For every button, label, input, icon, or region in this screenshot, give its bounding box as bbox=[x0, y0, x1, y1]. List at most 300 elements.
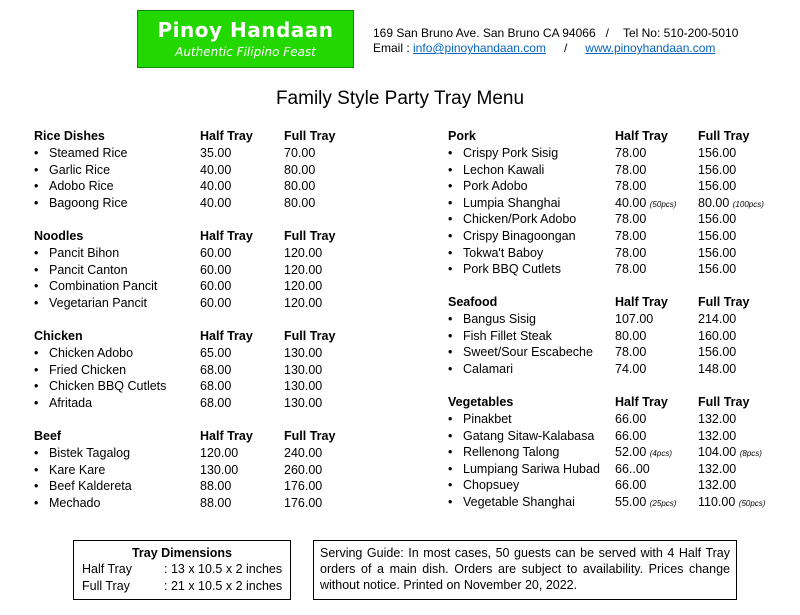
menu-section bbox=[448, 395, 788, 512]
item-name: Fried Chicken bbox=[49, 362, 127, 377]
half-tray-price bbox=[200, 463, 238, 477]
item-name: Chopsuey bbox=[463, 478, 520, 493]
bullet: • bbox=[34, 279, 39, 294]
menu-item bbox=[34, 179, 364, 196]
half-tray-heading: Half Tray bbox=[200, 129, 253, 143]
full-tray-price bbox=[698, 229, 736, 243]
contact-line-1 bbox=[373, 26, 738, 41]
full-tray-heading: Full Tray bbox=[698, 395, 750, 409]
full-tray-price bbox=[284, 446, 322, 460]
full-tray-price bbox=[698, 362, 736, 376]
section-name: Chicken bbox=[34, 329, 83, 343]
price-value: 80.00 bbox=[615, 328, 647, 343]
price-value: 240.00 bbox=[284, 446, 323, 460]
full-tray-price bbox=[698, 312, 736, 326]
half-tray-heading: Half Tray bbox=[615, 295, 668, 309]
half-tray-price bbox=[200, 446, 238, 460]
half-tray-price bbox=[200, 379, 231, 393]
bullet: • bbox=[34, 479, 39, 494]
half-tray-price bbox=[200, 196, 231, 210]
price-value: 132.00 bbox=[698, 461, 737, 476]
price-value: 132.00 bbox=[698, 478, 737, 493]
bullet: • bbox=[448, 228, 453, 243]
bullet: • bbox=[448, 345, 453, 360]
price-value: 156.00 bbox=[698, 262, 737, 277]
bullet: • bbox=[448, 361, 453, 376]
piece-count: (4pcs) bbox=[649, 449, 672, 459]
price-value: 120.00 bbox=[284, 246, 323, 260]
item-name: Combination Pancit bbox=[49, 279, 158, 294]
menu-item bbox=[34, 396, 364, 413]
half-tray-heading: Half Tray bbox=[615, 129, 668, 143]
price-value: 260.00 bbox=[284, 462, 323, 477]
item-name: Beef Kaldereta bbox=[49, 479, 132, 494]
price-value: 66..00 bbox=[615, 461, 650, 476]
email-label: Email : bbox=[373, 41, 414, 55]
bullet: • bbox=[34, 346, 39, 360]
full-tray-price bbox=[284, 379, 322, 393]
price-value: 65.00 bbox=[200, 346, 232, 360]
price-value: 148.00 bbox=[698, 361, 737, 376]
full-tray-price bbox=[698, 429, 736, 443]
full-tray-price bbox=[284, 396, 322, 410]
price-value: 66.00 bbox=[615, 428, 647, 443]
price-value: 68.00 bbox=[200, 395, 232, 410]
price-value: 60.00 bbox=[200, 295, 232, 310]
menu-item bbox=[448, 478, 788, 495]
bullet: • bbox=[448, 212, 453, 227]
menu-section bbox=[34, 429, 364, 512]
bullet: • bbox=[448, 412, 453, 426]
menu-item bbox=[448, 329, 788, 346]
half-tray-heading: Half Tray bbox=[200, 329, 253, 343]
menu-item bbox=[448, 179, 788, 196]
dimension-label: Half Tray bbox=[82, 562, 133, 576]
half-tray-price bbox=[615, 429, 646, 443]
bullet: • bbox=[448, 478, 453, 493]
menu-item bbox=[448, 163, 788, 180]
dimension-value: : 21 x 10.5 x 2 inches bbox=[164, 579, 283, 593]
bullet: • bbox=[34, 246, 39, 260]
menu-item bbox=[448, 312, 788, 329]
full-tray-price bbox=[284, 496, 322, 510]
full-tray-price bbox=[698, 246, 736, 260]
half-tray-price bbox=[200, 263, 231, 277]
item-name: Calamari bbox=[463, 361, 514, 376]
menu-item bbox=[448, 262, 788, 279]
item-name: Tokwa't Baboy bbox=[463, 245, 544, 260]
section-header bbox=[34, 329, 364, 346]
half-tray-price bbox=[200, 296, 231, 310]
price-value: 35.00 bbox=[200, 146, 232, 160]
half-tray-price bbox=[200, 479, 231, 493]
full-tray-heading: Full Tray bbox=[284, 229, 336, 243]
full-tray-price bbox=[698, 179, 736, 193]
bullet: • bbox=[34, 362, 39, 377]
menu-item bbox=[34, 479, 364, 496]
bullet: • bbox=[34, 295, 39, 310]
price-value: 66.00 bbox=[615, 412, 647, 426]
price-value: 156.00 bbox=[698, 146, 737, 160]
half-tray-price bbox=[615, 312, 653, 326]
full-tray-price bbox=[284, 146, 315, 160]
price-value: 68.00 bbox=[200, 362, 232, 377]
price-value: 80.00 bbox=[284, 195, 316, 210]
section-name: Rice Dishes bbox=[34, 129, 105, 143]
price-value: 156.00 bbox=[698, 212, 737, 227]
price-value: 176.00 bbox=[284, 479, 323, 494]
item-name: Bagoong Rice bbox=[49, 195, 128, 210]
price-value: 60.00 bbox=[200, 262, 232, 277]
half-tray-price bbox=[200, 146, 231, 160]
bullet: • bbox=[34, 395, 39, 410]
full-tray-price bbox=[698, 329, 736, 343]
price-value: 130.00 bbox=[284, 395, 323, 410]
dimension-value: : 13 x 10.5 x 2 inches bbox=[164, 562, 283, 576]
price-value: 40.00 bbox=[200, 195, 232, 210]
full-tray-heading: Full Tray bbox=[698, 295, 750, 309]
bullet: • bbox=[34, 495, 39, 510]
bullet: • bbox=[34, 262, 39, 277]
item-name: Pancit Canton bbox=[49, 262, 128, 277]
full-tray-price bbox=[698, 196, 764, 210]
menu-section bbox=[448, 129, 788, 279]
bullet: • bbox=[448, 195, 453, 210]
bullet: • bbox=[448, 179, 453, 194]
price-value: 78.00 bbox=[615, 345, 647, 360]
piece-count: (25pcs) bbox=[649, 498, 677, 508]
menu-item bbox=[448, 212, 788, 229]
menu-item bbox=[448, 412, 788, 429]
item-name: Gatang Sitaw-Kalabasa bbox=[463, 428, 595, 443]
piece-count: (8pcs) bbox=[739, 449, 762, 459]
item-name: Pinakbet bbox=[463, 412, 512, 426]
half-tray-price bbox=[615, 196, 676, 210]
full-tray-price bbox=[284, 296, 322, 310]
half-tray-price bbox=[615, 495, 676, 509]
bullet: • bbox=[34, 179, 39, 194]
item-name: Chicken Adobo bbox=[49, 346, 134, 360]
half-tray-heading: Half Tray bbox=[615, 395, 668, 409]
menu-item bbox=[34, 346, 364, 363]
menu-item bbox=[34, 446, 364, 463]
half-tray-price bbox=[200, 396, 231, 410]
price-value: 130.00 bbox=[284, 379, 323, 394]
item-name: Steamed Rice bbox=[49, 146, 128, 160]
full-tray-price bbox=[284, 279, 322, 293]
price-value: 60.00 bbox=[200, 279, 232, 294]
half-tray-price bbox=[200, 246, 231, 260]
price-value: 78.00 bbox=[615, 228, 647, 243]
tray-dimensions-box bbox=[73, 540, 291, 600]
full-tray-price bbox=[698, 445, 762, 459]
piece-count: (100pcs) bbox=[732, 199, 764, 209]
menu-item bbox=[34, 496, 364, 513]
half-tray-price bbox=[200, 179, 231, 193]
full-tray-heading: Full Tray bbox=[284, 429, 336, 443]
price-value: 40.00 bbox=[200, 179, 232, 194]
price-value: 156.00 bbox=[698, 228, 737, 243]
item-name: Lumpiang Sariwa Hubad bbox=[463, 461, 600, 476]
item-name: Crispy Binagoongan bbox=[463, 228, 576, 243]
logo-tagline: Authentic Filipino Feast bbox=[175, 45, 316, 59]
menu-section bbox=[448, 295, 788, 378]
bullet: • bbox=[34, 146, 39, 160]
price-value: 52.00 bbox=[615, 445, 647, 460]
price-value: 214.00 bbox=[698, 312, 737, 326]
menu-item bbox=[448, 445, 788, 462]
section-name: Pork bbox=[448, 129, 476, 143]
item-name: Sweet/Sour Escabeche bbox=[463, 345, 593, 360]
section-name: Seafood bbox=[448, 295, 498, 309]
menu-item bbox=[448, 229, 788, 246]
bullet: • bbox=[448, 262, 453, 277]
item-name: Vegetarian Pancit bbox=[49, 295, 147, 310]
menu-item bbox=[34, 146, 364, 163]
section-name: Vegetables bbox=[448, 395, 514, 409]
price-value: 156.00 bbox=[698, 179, 737, 194]
section-header bbox=[448, 395, 788, 412]
price-value: 88.00 bbox=[200, 479, 232, 494]
bullet: • bbox=[34, 446, 39, 460]
menu-section bbox=[34, 129, 364, 212]
price-value: 156.00 bbox=[698, 345, 737, 360]
full-tray-price bbox=[284, 163, 315, 177]
half-tray-price bbox=[615, 329, 646, 343]
bullet: • bbox=[448, 428, 453, 443]
price-value: 156.00 bbox=[698, 245, 737, 260]
item-name: Lumpia Shanghai bbox=[463, 195, 561, 210]
price-value: 66.00 bbox=[615, 478, 647, 493]
bullet: • bbox=[448, 445, 453, 460]
price-value: 74.00 bbox=[615, 361, 647, 376]
menu-item bbox=[34, 379, 364, 396]
item-name: Chicken BBQ Cutlets bbox=[49, 379, 167, 394]
half-tray-price bbox=[615, 362, 646, 376]
half-tray-price bbox=[615, 146, 646, 160]
half-tray-price bbox=[200, 163, 231, 177]
telephone: Tel No: 510-200-5010 bbox=[622, 26, 739, 40]
price-value: 88.00 bbox=[200, 495, 232, 510]
separator: / bbox=[563, 41, 568, 55]
bullet: • bbox=[448, 146, 453, 160]
item-name: Pork BBQ Cutlets bbox=[463, 262, 561, 277]
price-value: 70.00 bbox=[284, 146, 316, 160]
full-tray-price bbox=[284, 463, 322, 477]
item-name: Pancit Bihon bbox=[49, 246, 120, 260]
half-tray-price bbox=[615, 445, 672, 459]
price-value: 156.00 bbox=[698, 162, 737, 177]
bullet: • bbox=[448, 494, 453, 509]
separator: / bbox=[605, 26, 609, 40]
tray-dimensions-heading: Tray Dimensions bbox=[131, 546, 233, 560]
contact-line-2 bbox=[373, 41, 738, 56]
half-tray-price bbox=[615, 412, 646, 426]
price-value: 55.00 bbox=[615, 494, 647, 509]
dimension-label: Full Tray bbox=[82, 579, 130, 593]
menu-section bbox=[34, 329, 364, 412]
item-name: Fish Fillet Steak bbox=[463, 328, 552, 343]
half-tray-heading: Half Tray bbox=[200, 229, 253, 243]
bullet: • bbox=[448, 312, 453, 326]
section-header bbox=[448, 295, 788, 312]
bullet: • bbox=[34, 162, 39, 177]
price-value: 110.00 bbox=[698, 494, 736, 509]
menu-title: Family Style Party Tray Menu bbox=[275, 88, 525, 109]
item-name: Bangus Sisig bbox=[463, 312, 536, 326]
price-value: 120.00 bbox=[284, 279, 323, 294]
section-name: Noodles bbox=[34, 229, 84, 243]
item-name: Garlic Rice bbox=[49, 162, 111, 177]
full-tray-price bbox=[698, 462, 736, 476]
menu-item bbox=[34, 163, 364, 180]
full-tray-price bbox=[284, 363, 322, 377]
price-value: 78.00 bbox=[615, 212, 647, 227]
full-tray-price bbox=[284, 246, 322, 260]
price-value: 160.00 bbox=[698, 328, 737, 343]
section-header bbox=[34, 129, 364, 146]
menu-item bbox=[448, 196, 788, 213]
half-tray-price bbox=[615, 212, 646, 226]
half-tray-price bbox=[615, 478, 646, 492]
bullet: • bbox=[448, 461, 453, 476]
bullet: • bbox=[448, 328, 453, 343]
full-tray-price bbox=[284, 346, 322, 360]
menu-item bbox=[34, 279, 364, 296]
price-value: 78.00 bbox=[615, 262, 647, 277]
logo bbox=[137, 10, 354, 68]
half-tray-price bbox=[200, 279, 231, 293]
half-tray-heading: Half Tray bbox=[200, 429, 253, 443]
menu-item bbox=[448, 146, 788, 163]
half-tray-price bbox=[615, 229, 646, 243]
price-value: 132.00 bbox=[698, 412, 737, 426]
menu-item bbox=[34, 196, 364, 213]
dimension-row bbox=[82, 579, 282, 596]
full-tray-heading: Full Tray bbox=[698, 129, 750, 143]
price-value: 40.00 bbox=[200, 162, 232, 177]
item-name: Bistek Tagalog bbox=[49, 446, 131, 460]
full-tray-price bbox=[698, 163, 736, 177]
contact-info bbox=[373, 26, 738, 56]
full-tray-price bbox=[698, 495, 765, 509]
price-value: 60.00 bbox=[200, 246, 232, 260]
price-value: 78.00 bbox=[615, 146, 647, 160]
address: 169 San Bruno Ave. San Bruno CA 94066 bbox=[373, 26, 596, 40]
menu-item bbox=[448, 429, 788, 446]
full-tray-price bbox=[698, 478, 736, 492]
price-value: 78.00 bbox=[615, 179, 647, 194]
section-header bbox=[34, 429, 364, 446]
price-value: 104.00 bbox=[698, 445, 737, 460]
bullet: • bbox=[34, 462, 39, 477]
full-tray-price bbox=[284, 179, 315, 193]
item-name: Rellenong Talong bbox=[463, 445, 560, 460]
menu-item bbox=[34, 296, 364, 313]
menu-item bbox=[448, 462, 788, 479]
item-name: Afritada bbox=[49, 395, 93, 410]
price-value: 120.00 bbox=[200, 446, 239, 460]
price-value: 120.00 bbox=[284, 262, 323, 277]
item-name: Chicken/Pork Adobo bbox=[463, 212, 577, 227]
logo-name: Pinoy Handaan bbox=[157, 18, 334, 42]
price-value: 107.00 bbox=[615, 312, 654, 326]
piece-count: (50pcs) bbox=[649, 199, 677, 209]
full-tray-price bbox=[698, 212, 736, 226]
item-name: Adobo Rice bbox=[49, 179, 114, 194]
menu-section bbox=[34, 229, 364, 312]
piece-count: (50pcs) bbox=[738, 498, 766, 508]
section-header bbox=[34, 229, 364, 246]
price-value: 130.00 bbox=[284, 362, 323, 377]
price-value: 176.00 bbox=[284, 495, 323, 510]
menu-item bbox=[34, 463, 364, 480]
menu-item bbox=[448, 362, 788, 379]
menu-item bbox=[448, 345, 788, 362]
menu-item bbox=[34, 363, 364, 380]
price-value: 80.00 bbox=[698, 195, 730, 210]
full-tray-price bbox=[698, 345, 736, 359]
menu-item bbox=[34, 263, 364, 280]
item-name: Pork Adobo bbox=[463, 179, 528, 194]
half-tray-price bbox=[615, 163, 646, 177]
full-tray-price bbox=[698, 262, 736, 276]
section-name: Beef bbox=[34, 429, 62, 443]
menu-item bbox=[34, 246, 364, 263]
price-value: 130.00 bbox=[200, 462, 239, 477]
half-tray-price bbox=[615, 262, 646, 276]
item-name: Vegetable Shanghai bbox=[463, 494, 575, 509]
dimension-row bbox=[82, 562, 282, 579]
full-tray-price bbox=[284, 263, 322, 277]
price-value: 78.00 bbox=[615, 245, 647, 260]
email-link[interactable]: info@pinoyhandaan.com bbox=[413, 41, 546, 55]
half-tray-price bbox=[615, 246, 646, 260]
item-name: Mechado bbox=[49, 495, 101, 510]
price-value: 80.00 bbox=[284, 162, 316, 177]
full-tray-heading: Full Tray bbox=[284, 329, 336, 343]
full-tray-price bbox=[284, 479, 322, 493]
item-name: Kare Kare bbox=[49, 462, 106, 477]
item-name: Lechon Kawali bbox=[463, 162, 545, 177]
full-tray-price bbox=[698, 412, 736, 426]
full-tray-price bbox=[284, 196, 315, 210]
menu-item bbox=[448, 495, 788, 512]
section-header bbox=[448, 129, 788, 146]
bullet: • bbox=[448, 162, 453, 177]
half-tray-price bbox=[200, 496, 231, 510]
price-value: 130.00 bbox=[284, 346, 323, 360]
bullet: • bbox=[34, 195, 39, 210]
price-value: 132.00 bbox=[698, 428, 737, 443]
price-value: 80.00 bbox=[284, 179, 316, 194]
half-tray-price bbox=[615, 345, 646, 359]
price-value: 40.00 bbox=[615, 195, 647, 210]
full-tray-heading: Full Tray bbox=[284, 129, 336, 143]
bullet: • bbox=[448, 245, 453, 260]
bullet: • bbox=[34, 379, 39, 394]
menu-item bbox=[448, 246, 788, 263]
item-name: Crispy Pork Sisig bbox=[463, 146, 559, 160]
website-link[interactable]: www.pinoyhandaan.com bbox=[585, 41, 716, 55]
half-tray-price bbox=[615, 179, 646, 193]
half-tray-price bbox=[615, 462, 650, 476]
half-tray-price bbox=[200, 363, 231, 377]
half-tray-price bbox=[200, 346, 231, 360]
price-value: 68.00 bbox=[200, 379, 232, 394]
serving-guide: Serving Guide: In most cases, 50 guests can be served with 4 Half Tray orders of a main dish. Orders are subject to availability. Prices change without notice. Printed on November 20, 2022. bbox=[313, 540, 737, 600]
price-value: 120.00 bbox=[284, 295, 323, 310]
